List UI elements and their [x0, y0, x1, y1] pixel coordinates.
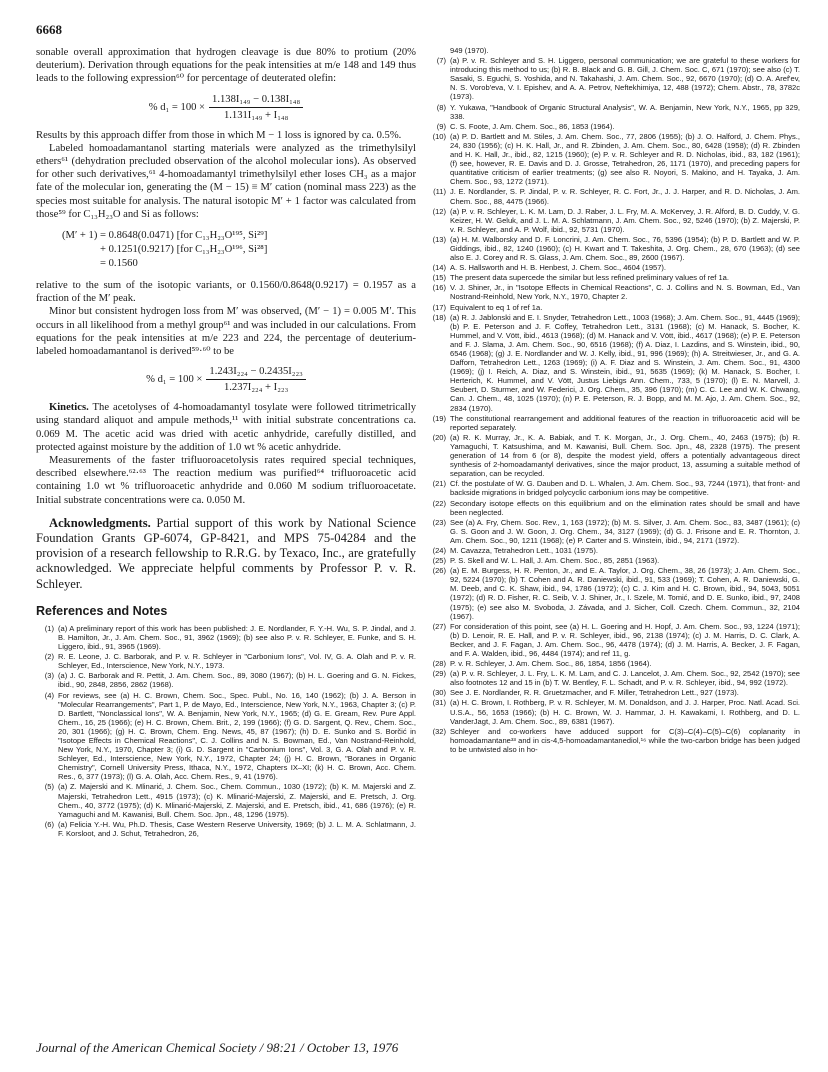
ref-text: For consideration of this point, see (a) H. L. Goering and H. Hopf, J. Am. Chem. Soc., 93, 1224 (1971); (b) D. Lenoir, R. E. Hall, and P. v. R. Schleyer, ibid., 96, 2138 (1974); (c) J. M. Harris, D. C. Clark, A. Becker, and J. F. Fagan, J. Am. Chem. Soc., 96, 4478 (1974); (d) J. M. Harris, A. Becker, J. F. Fagan, and F. A. Walden, ibid., 96, 4484 (1974); and ref 11, g.: [450, 621, 800, 658]
ref-text: (a) Z. Majerski and K. Mlinarić, J. Chem. Soc., Chem. Commun., 1030 (1972); (b) K. M. Majerski and Z. Majerski, Tetrahedron Lett., 4915 (1973); (c) K. Mlinarić-Majerski, Z. Majerski, and E. Pretsch, J. Org. Chem., 40, 3772 (1975); (d) K. Mlinarić-Majerski, Z. Majerski, and E. Pretsch, ibid., 41, 686 (1976); (e) R. Yamaguchi and M. Kawanisi, Bull. Chem. Soc. Jpn., 48, 1296 (1975).: [58, 782, 416, 819]
ref-number: (3): [44, 671, 54, 681]
ref-number: (18): [432, 312, 446, 322]
reference-item: [428, 263, 800, 272]
reference-item: [428, 56, 800, 101]
reference-item: [428, 698, 800, 725]
ref-text: (a) P. v. R. Schleyer, L. K. M. Lam, D. J. Raber, J. L. Fry, M. A. McKervey, J. R. Alford, B. D. Cuddy, V. G. Keizer, H. W. Geluk, and J. L. M. A. Schlatmann, J. Am. Chem. Soc., 92, 5246 (1970); (b) Z. Majerski, P. v. R. Schleyer, and A. P. Wolf, ibid., 92, 5731 (1970).: [450, 206, 800, 234]
eq1-denominator: 1.131I₁₄₉ + I₁₄₈: [223, 109, 289, 121]
intro-text: [36, 46, 416, 86]
ref-number: (4): [44, 690, 54, 700]
eq2-numerator: 1.243I₂₂₄ − 0.2435I₂₂₃: [206, 365, 305, 380]
eq1-numerator: 1.138I₁₄₉ − 0.138I₁₄₈: [209, 93, 303, 108]
ref-text: Y. Yukawa, "Handbook of Organic Structural Analysis", W. A. Benjamin, New York, N.Y., 1965, pp 329, 338.: [450, 102, 800, 121]
right-column: [428, 46, 800, 755]
reference-item: [428, 499, 800, 517]
paragraph: Results by this approach differ from those in which M − 1 loss is ignored by ca. 0.5%.: [36, 129, 402, 141]
ref-number: (17): [432, 302, 446, 312]
ref-number: (8): [436, 102, 446, 112]
ref-number: (6): [44, 819, 54, 829]
ref-text: (a) J. C. Barborak and R. Pettit, J. Am. Chem. Soc., 89, 3080 (1967); (b) H. L. Goering and G. N. Fickes, ibid., 90, 2848, 2856, 2862 (1968).: [58, 671, 416, 690]
left-column: [36, 46, 416, 839]
reference-item: [428, 622, 800, 658]
eq1-lhs: % d₁ = 100 ×: [148, 101, 206, 113]
ref-number: (29): [432, 669, 446, 679]
journal-footer: Journal of the American Chemical Society / 98:21 / October 13, 1976: [36, 1040, 399, 1055]
ref-number: (30): [432, 688, 446, 698]
ref-number: (25): [432, 556, 446, 566]
ref-text: The present data supercede the similar but less refined preliminary values of ref 1a.: [450, 273, 729, 283]
ref-number: (24): [432, 545, 446, 555]
page-number: 6668: [36, 22, 62, 37]
reference-item: [428, 187, 800, 205]
mass-line-3: = 0.1560: [100, 258, 138, 270]
eq1-fraction: [209, 93, 303, 122]
paragraph: sonable overall approximation that hydrogen cleavage is due 80% to protium (20% deuterium). Derivation through equations for the peak intensities at m/e 148 and 149 thus leads to the following expression⁶⁰ for percentage of deuterated olefin:: [36, 47, 416, 85]
reference-item: [428, 479, 800, 497]
references-left: [36, 624, 416, 838]
ref-text: (a) H. M. Walborsky and D. F. Loncrini, J. Am. Chem. Soc., 76, 5396 (1954); (b) P. D. Bartlett and W. P. Giddings, ibid., 82, 1240 (1960); (c) H. Kwart and T. Takeshita, J. Org. Chem., 28, 670 (1963); (d) see also E. J. Corey and R. S. Glass, J. Am. Chem. Soc., 89, 2600 (1967).: [450, 234, 800, 263]
ref-number: (21): [432, 479, 446, 489]
paragraph: relative to the sum of the isotopic variants, or 0.1560/0.8648(0.9217) = 0.1957 as a fraction of the M′ peak.: [36, 280, 416, 305]
ref-text: J. E. Nordlander, S. P. Jindal, P. v. R. Schleyer, R. C. Fort, Jr., J. J. Harper, and R. D. Nicholas, J. Am. Chem. Soc., 88, 4475 (1966).: [450, 187, 800, 206]
ref-number: (26): [432, 566, 446, 576]
ref-number: (11): [433, 187, 446, 197]
ref-text: P. v. R. Schleyer, J. Am. Chem. Soc., 86, 1854, 1856 (1964).: [450, 659, 652, 669]
reference-item: [428, 283, 800, 301]
ref-number: (13): [432, 234, 446, 244]
ref-number: (10): [432, 131, 446, 141]
reference-item: [428, 433, 800, 478]
reference-item: [428, 132, 800, 187]
ref-number: (9): [436, 121, 446, 131]
ref-text: Secondary isotope effects on this equilibrium and on the elimination rates should be small and have been neglected.: [450, 498, 800, 517]
ref-number: (27): [432, 621, 446, 631]
paragraph: [36, 401, 416, 454]
references-right: [428, 46, 800, 754]
mass-calculation: [62, 229, 416, 271]
reference-item: [428, 273, 800, 282]
reference-item: [428, 659, 800, 668]
mass-line-2: + 0.1251(0.9217) [for C₁₃H₂₃O¹⁹⁶, Si²⁸]: [100, 244, 268, 256]
ref-text: A. S. Hallsworth and H. B. Henbest, J. Chem. Soc., 4604 (1957).: [450, 263, 667, 273]
reference-item: [428, 103, 800, 121]
kinetics-heading: Kinetics.: [49, 402, 89, 414]
ref-text: V. J. Shiner, Jr., in "Isotope Effects in Chemical Reactions", C. J. Collins and N. S. Bowman, Ed., Van Nostrand-Reinhold, New York, N.Y., 1970, Chapter 2.: [450, 283, 800, 302]
ref-number: (22): [432, 498, 446, 508]
ref-number: (2): [44, 652, 54, 662]
ref-number: (7): [436, 56, 446, 66]
ref-number: (1): [44, 623, 54, 633]
ref-text: (a) A preliminary report of this work has been published: J. E. Nordlander, F. Y.-H. Wu, S. P. Jindal, and J. B. Hamilton, Jr., J. Am. Chem. Soc., 91, 3962 (1969); (b) see also P. v. R. Schleyer, E. Funke, and S. H. Liggero, ibid., 91, 3965 (1969).: [58, 623, 416, 652]
ref-text: 949 (1970).: [450, 46, 489, 55]
ref-text: (a) P. D. Bartlett and M. Stiles, J. Am. Chem. Soc., 77, 2806 (1955); (b) J. O. Halford, J. Chem. Phys., 24, 830 (1956); (c) H. K. Hall, Jr., and R. Zbinden, J. Am. Chem. Soc., 80, 6428 (1958); (d) R. Zbinden and H. K. Hall, Jr., ibid., 82, 1215 (1960); (e) P. v. R. Schleyer and R. D. Nicholas, ibid., 83, 182 (1961); (f) see, however, R. E. Davis and D. J. Grosse, Tetrahedron, 26, 1171 (1970), and preceding papers for quantitative criticism of earlier treatments; (g) see also R. Noyori, S. Makino, and H. Tayaka, J. Am. Chem. Soc., 93, 1272 (1971).: [450, 131, 800, 187]
ref-text: Schleyer and co-workers have adduced support for C(3)–C(4)–C(5)–C(6) coplanarity in homoadamantane³³ and in cis-4,5-homoadamantanediol,¹⁶ while the two-carbon bridge has been judged to be untwisted also in ho-: [450, 726, 800, 754]
mid-text: [36, 129, 416, 221]
reference-item: [428, 688, 800, 697]
kinetics-text: The acetolyses of 4-homoadamantyl tosylate were followed titrimetrically using standard aliquot and ampule methods,¹¹ with initial substrate concentrations ca. 0.069 M. The acetic acid was dried with acetic anhydride, carefully distilled, and protected against moisture by the addition of 1.0 wt % acetic anhydride.: [36, 402, 416, 453]
ref-number: (15): [432, 273, 446, 283]
ref-text: (a) H. C. Brown, I. Rothberg, P. v. R. Schleyer, M. M. Donaldson, and J. J. Harper, Proc. Natl. Acad. Sci. U.S.A., 56, 1653 (1966); (b) H. C. Brown, W. J. Hammar, J. H. Kawakami, I. Rothberg, and D. L. VanderJagt, J. Am. Chem. Soc., 89, 6381 (1967).: [450, 698, 800, 726]
reference-item: [428, 518, 800, 545]
paragraph: [36, 516, 416, 592]
eq2-denominator: 1.237I₂₂₄ + I₂₂₃: [223, 382, 289, 394]
ref-text: C. S. Foote, J. Am. Chem. Soc., 86, 1853 (1964).: [450, 121, 615, 131]
reference-item: [428, 122, 800, 131]
after-mass-text: [36, 279, 416, 358]
reference-item: [428, 727, 800, 754]
ref-number: (28): [432, 659, 446, 669]
reference-item: [428, 669, 800, 687]
ref-text: P. S. Skell and W. L. Hall, J. Am. Chem. Soc., 85, 2851 (1963).: [450, 556, 660, 566]
ref-number: (19): [432, 413, 446, 423]
ref-text: The constitutional rearrangement and additional features of the reaction in trifluoroacetic acid will be reported separately.: [450, 413, 800, 432]
ref-text: (a) E. M. Burgess, H. R. Penton, Jr., and E. A. Taylor, J. Org. Chem., 38, 26 (1973); J. Am. Chem. Soc., 92, 5224 (1970); (b) T. Cohen and A. R. Daniewski, ibid., 91, 533 (1969); T. Cohen, A. R. Daniewski, G. M. Deeb, and C. K. Shaw, ibid., 94, 1786 (1972); (c) C. J. Kim and H. C. Brown, ibid., 94, 5043, 5051 (1972); (d) R. D. Fisher, R. C. Seib, V. J. Shiner, Jr., I. Szele, M. Tomić, and D. E. Sunko, ibid., 97, 2408 (1975); (e) see also M. Svoboda, J. Závada, and J. Sicher, Coll. Czech. Chem. Commun., 32, 2104 (1967).: [450, 566, 800, 621]
ref-number: [428, 46, 450, 55]
ref-number: (16): [432, 283, 446, 293]
ref-text: (a) Felicia Y.-H. Wu, Ph.D. Thesis, Case Western Reserve University, 1969; (b) J. L. M. A. Schlatmann, J. F. Korsloot, and J. Schut, Tetrahedron, 26,: [58, 819, 416, 838]
ack-heading: Acknowledgments.: [49, 515, 151, 530]
reference-item: [428, 414, 800, 432]
reference-item: [36, 624, 416, 651]
mass-line-1: (M′ + 1) = 0.8648(0.0471) [for C₁₃H₂₃O¹⁹⁵, Si²⁹]: [62, 230, 268, 242]
reference-item: [428, 46, 800, 55]
ref-text: (a) P. v. R. Schleyer, J. L. Fry, L. K. M. Lam, and C. J. Lancelot, J. Am. Chem. Soc., 92, 2542 (1970); see also footnotes 12 and 15 in (b) T. W. Bentley, F. L. Schadt, and P. v. R. Schleyer, ibid., 94, 992 (1972).: [450, 669, 800, 688]
ref-text: (a) R. K. Murray, Jr., K. A. Babiak, and T. K. Morgan, Jr., J. Org. Chem., 40, 2463 (1975); (b) R. Yamaguchi, T. Katsushima, and M. Kawanisi, Bull. Chem. Soc. Jpn., 48, 2328 (1975). The present generation of 14 from 6 (or 8), despite the modest yield, offers a potentially advantageous direct synthesis of 2-homoadamantyl derivatives, since the major product, 13, assuming a suitable method of separation, can be recycled.: [450, 432, 800, 479]
ref-text: For reviews, see (a) H. C. Brown, Chem. Soc., Spec. Publ., No. 16, 140 (1962); (b) J. A. Berson in "Molecular Rearrangements", Part 1, P. de Mayo, Ed., Interscience, New York, N.Y., 1963, Chapter 3; (c) P. D. Bartlett, "Nonclassical Ions", W. A. Benjamin, New York, N.Y., 1965; (d) G. E. Gream, Rev. Pure Appl. Chem., 16, 25 (1966); (e) H. C. Brown, Chem. Brit., 2, 199 (1966); (f) G. D. Sargent, Q. Rev., Chem. Soc., 20, 301 (1966); (g) H. C. Brown, Chem. Eng. News, 45, 87 (1967); (h) D. E. Sunko and S. Borčić in "Isotope Effects in Chemical Reactions", C. J. Collins and N. S. Bowman, Ed., Van Nostrand-Reinhold, New York, N.Y., 1970, Chapter 3; (i) G. D. Sargent in "Carbonium Ions", Vol. 3, G. A. Olah and P. v. R. Schleyer, Ed., Interscience, New York, N.Y., 1972, Chapter 24; (j) H. C. Brown, "Boranes in Organic Chemistry", Cornell University Press, Ithaca, N.Y., 1972, Chapters IX–XI; (k) H. C. Brown, Acc. Chem. Res., 6, 377 (1973); (l) G. A. Olah, Acc. Chem. Res., 9, 41 (1976).: [58, 690, 416, 782]
reference-item: [36, 652, 416, 670]
ref-text: (a) R. J. Jablonski and E. I. Snyder, Tetrahedron Lett., 1003 (1968); J. Am. Chem. Soc., 91, 4445 (1969); (b) P. E. Peterson and J. F. Coffey, Tetrahedron Lett., 3131 (1968); (c) M. Hanack, S. Bocher, K. Hummel, and V. Vött, ibid., 4613 (1968); (d) M. Hanack and V. Vött, ibid., 4617 (1968); (e) P. E. Peterson and F. J. Slama, J. Am. Chem. Soc., 90, 6516 (1968); (f) A. Diaz, I. Lazdins, and S. Winstein, ibid., 90, 6546 (1968); (g) J. E. Nordlander and W. J. Kelly, ibid., 91, 996 (1969); (h) A. Streitwieser, Jr., and G. A. Dafforn, Tetrahedron Lett., 1263 (1969); (i) A. F. Diaz and S. Winstein, J. Am. Chem. Soc., 91, 4300 (1969); (j) I. Reich, A. Diaz, and S. Winstein, ibid., 91, 5635 (1969); (k) M. Hanack, S. Bocher, I. Herterich, K. Hummel, and V. Vött, Justus Liebigs Ann. Chem., 733, 5 (1970); (l) E. N. Marvell, J. Seubert, D. Sturmer, and W. Federici, J. Org. Chem., 35, 396 (1970); (m) C. C. Lee and W. K. Chwang, Can. J. Chem., 48, 1025 (1970); (n) P. E. Peterson, R. J. Bopp, and M. M. Ajo, J. Am. Chem. Soc., 92, 2834 (1970).: [450, 312, 800, 413]
ref-number: (12): [432, 206, 446, 216]
reference-item: [428, 303, 800, 312]
ref-text: M. Cavazza, Tetrahedron Lett., 1031 (1975).: [450, 545, 598, 555]
eq2-fraction: [206, 365, 305, 394]
ack-text: Partial support of this work by National Science Foundation Grants GP-6074, GP-8421, and MPS 75-04284 and the provision of a research fellowship to R.R.G. by Texaco, Inc., are gratefully acknowledged. We appreciate helpful comments by Professor P. v. R. Schleyer.: [36, 515, 416, 591]
ref-number: (5): [44, 782, 54, 792]
paragraph: Measurements of the faster trifluoroacetolysis rates required special techniques, described elsewhere.⁶²·⁶³ The reaction medium was purified⁶⁴ trifluoroacetic acid containing 1.0 wt % trifluoroacetic anhydride and 0.060 M sodium trifluoroacetate. Initial substrate concentrations were ca. 0.050 M.: [36, 455, 416, 506]
kinetics-section: [36, 401, 416, 507]
ref-text: See (a) A. Fry, Chem. Soc. Rev., 1, 163 (1972); (b) M. S. Silver, J. Am. Chem. Soc., 83, 3487 (1961); (c) G. S. Goon and J. W. Goon, J. Org. Chem., 34, 3127 (1969); (d) G. J. Frisone and E. R. Thornton, J. Am. Chem. Soc., 90, 1211 (1968); (e) P. Carter and S. Winstein, ibid., 94, 2171 (1972).: [450, 517, 800, 545]
acknowledgments: [36, 516, 416, 592]
reference-item: [36, 820, 416, 838]
equation-2: [36, 365, 416, 394]
ref-number: (32): [432, 726, 446, 736]
reference-item: [428, 556, 800, 565]
reference-item: [36, 782, 416, 818]
ref-number: (20): [432, 432, 446, 442]
ref-number: (23): [432, 517, 446, 527]
reference-item: [428, 235, 800, 262]
references-heading: References and Notes: [36, 603, 168, 618]
reference-item: [36, 671, 416, 689]
ref-number: (14): [432, 263, 446, 273]
ref-text: Cf. the postulate of W. G. Dauben and D. L. Whalen, J. Am. Chem. Soc., 93, 7244 (1971), that front- and backside migrations in bridged polycyclic carbonium ions may be competitive.: [450, 479, 800, 498]
eq2-lhs: % d₁ = 100 ×: [146, 374, 203, 386]
ref-text: See J. E. Nordlander, R. R. Gruetzmacher, and F. Miller, Tetrahedron Lett., 927 (1973).: [450, 688, 739, 698]
reference-item: [428, 546, 800, 555]
reference-item: [428, 313, 800, 413]
equation-1: [36, 93, 416, 122]
paragraph: Minor but consistent hydrogen loss from M′ was observed, (M′ − 1) = 0.005 M′. This occurs in all likelihood from a methyl group⁶¹ and was included in our calculations. From equations for the peak intensities at m/e 223 and 224, the percentage of deuterium-labeled homoadamantanol is derived⁵⁹·⁶⁰ to be: [36, 306, 416, 358]
ref-text: R. E. Leone, J. C. Barborak, and P. v. R. Schleyer in "Carbonium Ions", Vol. IV, G. A. Olah and P. v. R. Schleyer, Ed., Interscience, New York, N.Y., 1973.: [58, 652, 416, 671]
reference-item: [428, 207, 800, 234]
reference-item: [36, 691, 416, 782]
ref-text: (a) P. v. R. Schleyer and S. H. Liggero, personal communication; we are grateful to these workers for introducing this method to us; (b) R. B. Black and G. B. Gill, J. Chem. Soc. C, 671 (1970); see also (c) T. Sasaki, S. Eguchi, S. Yoshida, and N. Takahashi, J. Am. Chem. Soc., 92, 6670 (1970); (d) O. A. Aref'ev, N. S. Vorob'eva, V. I. Epishev, and A. A. Petrov, Neftekhimiya, 12, 488 (1972); Chem. Abstr., 78, 3782c (1973).: [450, 56, 800, 102]
ref-text: Equivalent to eq 1 of ref 1a.: [450, 302, 543, 312]
ref-number: (31): [432, 698, 446, 708]
reference-item: [428, 566, 800, 621]
paragraph: Labeled homoadamantanol starting materials were analyzed as the trimethylsilyl ethers⁶¹ (dehydration precluded observation of the alcohol molecular ions). As observed for other such derivatives,⁶¹ 4-homoadamantyl trimethylsilyl ether loses CH₃ as a major fate of the molecular ion, generating the (M − 15) ≡ M′ cation (nominal mass 223) as the species most suitable for analysis. The natural isotopic M′ + 1 factor was calculated from those⁵⁹ for C₁₃H₂₃O and Si as follows:: [36, 142, 416, 220]
